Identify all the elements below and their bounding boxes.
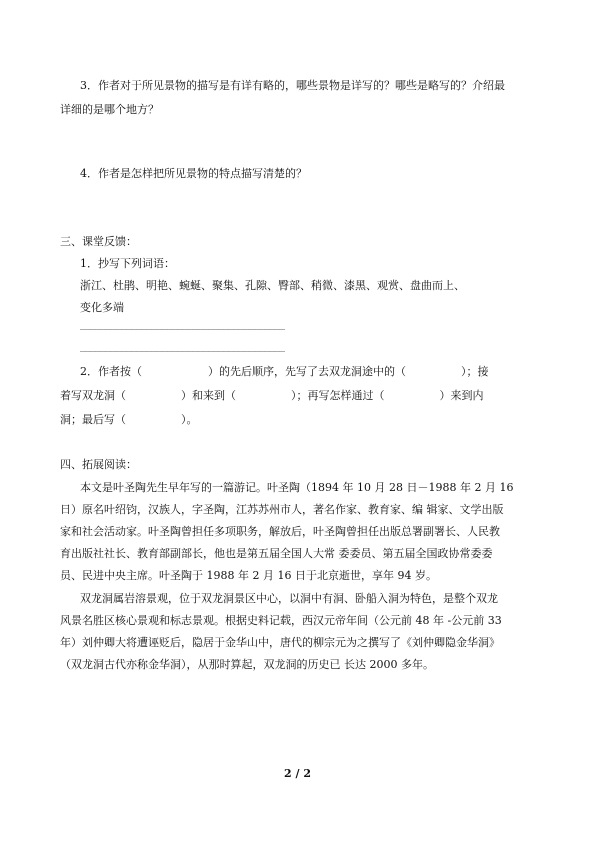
feedback-item-1-words: 浙江、杜鹃、明艳、蜿蜒、聚集、孔隙、臀部、稍微、漆黑、观赏、盘曲而上、: [80, 279, 465, 292]
reading-paragraph-1-line: 育出版社社长、教育部副部长，他也是第五届全国人大常 委委员、第五届全国政协常委委: [60, 547, 493, 560]
feedback-item-2-line-1: 2．作者按（ ）的先后顺序，先写了去双龙洞途中的（ ）；接: [80, 365, 489, 378]
page-number: 2 / 2: [284, 767, 311, 780]
reading-paragraph-1-line: 日）原名叶绍钧，汉族人，字圣陶，江苏苏州市人，著名作家、教育家、编 辑家、文学出版: [60, 503, 504, 516]
question-3-line-1: 3．作者对于所见景物的描写是有详有略的，哪些景物是详写的？哪些是略写的？介绍最: [80, 79, 505, 92]
question-3-line-2: 详细的是哪个地方？: [60, 103, 159, 116]
feedback-item-2-line-2: 着写双龙洞（ ）和来到（ ）；再写怎样通过（ ）来到内: [60, 389, 484, 402]
feedback-item-1-title: 1．抄写下列词语：: [80, 257, 175, 270]
reading-paragraph-2-line: 双龙洞属岩溶景观，位于双龙洞景区中心，以洞中有洞、卧船入洞为特色，是整个双龙: [80, 592, 498, 605]
feedback-item-1-words-cont: 变化多端: [80, 301, 124, 314]
reading-paragraph-2-line: （双龙洞古代亦称金华洞），从那时算起，双龙洞的历史已 长达 2000 多年。: [60, 658, 434, 671]
reading-paragraph-2-line: 年）刘仲卿大将遭诬贬后，隐居于金华山中，唐代的柳宗元为之撰写了《刘仲卿隐金华洞》: [60, 636, 500, 649]
question-4: 4．作者是怎样把所见景物的特点描写清楚的？: [80, 167, 307, 180]
reading-paragraph-1-line: 本文是叶圣陶先生早年写的一篇游记。叶圣陶（1894 年 10 月 28 日－1988 年 2 月 16: [80, 481, 514, 494]
answer-blank-line: ________________________________________: [80, 321, 285, 331]
reading-paragraph-2-line: 风景名胜区核心景观和标志景观。根据史料记载，西汉元帝年间（公元前 48 年 -公元前 33: [60, 614, 502, 627]
section-heading-reading: 四、拓展阅读：: [60, 458, 137, 471]
reading-paragraph-1-line: 员、民进中央主席。叶圣陶于 1988 年 2 月 16 日于北京逝世，享年 94 岁。: [60, 569, 437, 582]
reading-paragraph-1-line: 家和社会活动家。叶圣陶曾担任多项职务，解放后，叶圣陶曾担任出版总署副署长、人民教: [60, 525, 500, 538]
feedback-item-2-line-3: 洞；最后写（ ）。: [60, 413, 198, 426]
answer-blank-line: ________________________________________: [80, 343, 285, 353]
section-heading-feedback: 三、课堂反馈：: [60, 235, 137, 248]
